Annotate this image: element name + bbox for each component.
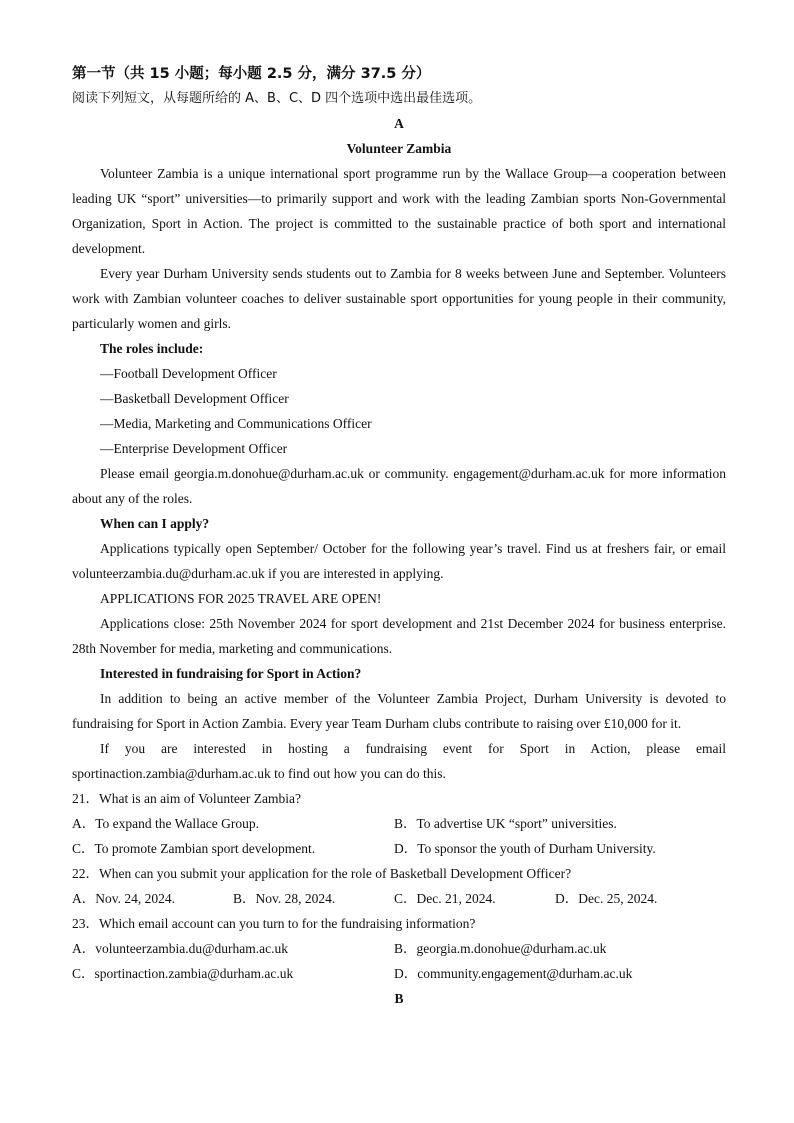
document-page: [72, 62, 726, 1011]
question-21-options-row-1: [72, 811, 726, 836]
option-c[interactable]: C．sportinaction.zambia@durham.ac.uk: [72, 966, 294, 981]
apply-heading: When can I apply?: [100, 516, 210, 531]
option-d[interactable]: D．community.engagement@durham.ac.uk: [394, 966, 633, 981]
question-22-options-row: [72, 886, 726, 911]
roles-heading: The roles include:: [100, 341, 204, 356]
option-b[interactable]: B．georgia.m.donohue@durham.ac.uk: [394, 941, 607, 956]
passage-a-letter: A: [394, 116, 404, 131]
option-a[interactable]: A．To expand the Wallace Group.: [72, 816, 260, 831]
option-d[interactable]: D．To sponsor the youth of Durham University.: [394, 841, 656, 856]
role-item: —Media, Marketing and Communications Officer: [100, 416, 372, 431]
section-title: 第一节（共 15 小题；每小题 2.5 分，满分 37.5 分）: [72, 66, 431, 82]
paragraph-durham: Every year Durham University sends students out to Zambia for 8 weeks between June and September. Volunteers work with Zambian volunteer coaches to deliver sustainable sport opportunities for young people in their community, particularly women and girls.: [72, 266, 726, 331]
question-21-stem: 21．What is an aim of Volunteer Zambia?: [72, 791, 301, 806]
paragraph-fundraising: In addition to being an active member of the Volunteer Zambia Project, Durham University is devoted to fundraising for Sport in Action Zambia. Every year Team Durham clubs contribute to raising over £10,000 for it.: [72, 691, 726, 731]
option-c[interactable]: C．Dec. 21, 2024.: [394, 891, 496, 906]
option-a[interactable]: A．volunteerzambia.du@durham.ac.uk: [72, 941, 288, 956]
passage-a-title: Volunteer Zambia: [346, 141, 452, 156]
question-23-stem: 23．Which email account can you turn to for the fundraising information?: [72, 916, 476, 931]
paragraph-intro: Volunteer Zambia is a unique international sport programme run by the Wallace Group—a cooperation between leading UK “sport” universities—to primarily support and work with the leading Zambian sports Non-Governmental Organization, Sport in Action. The project is committed to the sustainable practice of both sport and international development.: [72, 166, 726, 256]
section-instruction: 阅读下列短文，从每题所给的 A、B、C、D 四个选项中选出最佳选项。: [72, 91, 482, 106]
question-23-options-row-1: [72, 936, 726, 961]
passage-b-letter: B: [394, 991, 404, 1006]
option-d[interactable]: D．Dec. 25, 2024.: [555, 891, 658, 906]
option-b[interactable]: B．Nov. 28, 2024.: [233, 891, 336, 906]
option-a[interactable]: A．Nov. 24, 2024.: [72, 891, 175, 906]
role-item: —Enterprise Development Officer: [100, 441, 288, 456]
paragraph-deadlines: Applications close: 25th November 2024 for sport development and 21st December 2024 for business enterprise. 28th November for media, marketing and communications.: [72, 616, 726, 656]
paragraph-apply: Applications typically open September/ October for the following year’s travel. Find us at freshers fair, or email volunteerzambia.du@durham.ac.uk if you are interested in applying.: [72, 541, 726, 581]
fundraising-heading: Interested in fundraising for Sport in Action?: [100, 666, 362, 681]
question-21-options-row-2: [72, 836, 726, 861]
applications-open-line: APPLICATIONS FOR 2025 TRAVEL ARE OPEN!: [100, 591, 382, 606]
question-22-stem: 22．When can you submit your application for the role of Basketball Development Officer?: [72, 866, 572, 881]
option-b[interactable]: B．To advertise UK “sport” universities.: [394, 816, 617, 831]
option-c[interactable]: C．To promote Zambian sport development.: [72, 841, 316, 856]
question-23-options-row-2: [72, 961, 726, 986]
paragraph-fundraising-email: If you are interested in hosting a fundraising event for Sport in Action, please email sportinaction.zambia@durham.ac.uk to find out how you can do this.: [72, 741, 726, 781]
role-item: —Football Development Officer: [100, 366, 277, 381]
paragraph-contact: Please email georgia.m.donohue@durham.ac.uk or community. engagement@durham.ac.uk for more information about any of the roles.: [72, 466, 726, 506]
role-item: —Basketball Development Officer: [100, 391, 289, 406]
